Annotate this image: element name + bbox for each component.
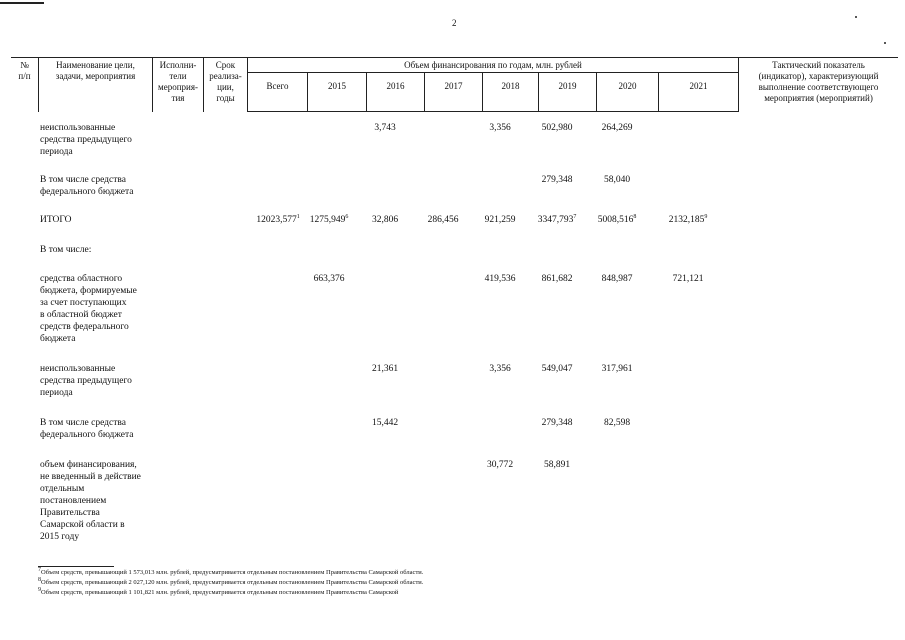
- cell-value: 3,356: [489, 364, 511, 374]
- cell-total: [249, 214, 307, 226]
- footnote-mark: 7: [573, 213, 577, 220]
- row-label: ИТОГО: [40, 215, 72, 225]
- cell-year-2020: [588, 122, 646, 134]
- footnote: [38, 586, 399, 597]
- cell-value: 549,047: [541, 364, 573, 374]
- cell-year-2020: [588, 214, 646, 226]
- cell-value: 286,456: [427, 215, 459, 225]
- footnote: [38, 576, 424, 587]
- page-number: 2: [452, 18, 457, 28]
- row-label: неиспользованные средства предыдущего периода: [40, 123, 132, 157]
- row-label: средства областного бюджета, формируемые за счет поступающих в областной бюджет средств федерального бюджета: [40, 274, 137, 344]
- cell-value: 419,536: [484, 274, 516, 284]
- footnote-text: Объем средств, превышающий 1 101,821 млн. рублей, предусматривается отдельным постановлением Правительства Самарской: [41, 589, 399, 596]
- cell-value: 279,348: [541, 175, 573, 185]
- footnote-mark: 1: [296, 213, 300, 220]
- header-term: Срок реализа- ции, годы: [209, 60, 242, 103]
- cell-value: 861,682: [541, 274, 573, 284]
- row-label: неиспользованные средства предыдущего периода: [40, 364, 132, 398]
- cell-value: 502,980: [541, 123, 573, 133]
- cell-year-2020: [588, 174, 646, 186]
- header-year-2015: 2015: [328, 81, 346, 91]
- cell-year-2019: [528, 363, 586, 375]
- header-year-2017: 2017: [444, 81, 463, 91]
- row-label: В том числе средства федерального бюджета: [40, 175, 134, 197]
- cell-value: 15,442: [371, 418, 399, 428]
- cell-value: 3347,793: [537, 215, 574, 225]
- scan-speck: [855, 16, 857, 18]
- row-label: объем финансирования, не введенный в действие отдельным постановлением Правительства Самарской области в 2015 году: [40, 460, 141, 542]
- footnote-mark: 8: [38, 576, 41, 583]
- cell-year-2018: [471, 273, 529, 285]
- cell-year-2020: [588, 417, 646, 429]
- cell-year-2015: [300, 273, 358, 285]
- cell-year-2019: [528, 174, 586, 186]
- cell-year-2016: [356, 417, 414, 429]
- cell-value: 1275,949: [309, 215, 346, 225]
- cell-value: 264,269: [601, 123, 633, 133]
- cell-value: 317,961: [601, 364, 633, 374]
- row-label: В том числе:: [40, 245, 92, 255]
- header-name: Наименование цели, задачи, мероприятия: [55, 60, 136, 81]
- footnote-text: Объем средств, превышающий 1 573,013 млн. рублей, предусматривается отдельным постановлением Правительства Самарской области.: [41, 569, 424, 576]
- cell-year-2016: [356, 214, 414, 226]
- footnote-text: Объем средств, превышающий 2 027,120 млн. рублей, предусматривается отдельным постановлением Правительства Самарской области.: [41, 579, 424, 586]
- cell-value: 21,361: [371, 364, 399, 374]
- header-funding: Объем финансирования по годам, млн. рублей: [404, 60, 582, 70]
- header-no: № п/п: [18, 60, 31, 81]
- header-executors: Исполни- тели мероприя- тия: [158, 60, 198, 103]
- header-indicator: Тактический показатель (индикатор), характеризующий выполнение соответствующего мероприятия (мероприятий): [758, 60, 879, 103]
- footnote: [38, 566, 424, 577]
- cell-value: 3,743: [374, 123, 396, 133]
- scan-speck: [884, 42, 886, 44]
- cell-value: 30,772: [486, 460, 514, 470]
- cell-value: 58,040: [603, 175, 631, 185]
- cell-year-2021: [659, 273, 717, 285]
- header-year-2019: 2019: [558, 81, 577, 91]
- funding-subheader-line: [247, 72, 738, 73]
- header-year-2016: 2016: [386, 81, 405, 91]
- cell-value: 279,348: [541, 418, 573, 428]
- cell-year-2016: [356, 122, 414, 134]
- cell-year-2019: [528, 122, 586, 134]
- cell-year-2018: [471, 459, 529, 471]
- footnote-mark: 8: [633, 213, 637, 220]
- footnote-rule: [38, 566, 114, 567]
- cell-value: 58,891: [543, 460, 571, 470]
- cell-value: 32,806: [371, 215, 399, 225]
- cell-year-2019: [528, 417, 586, 429]
- cell-value: 2132,185: [668, 215, 705, 225]
- cell-value: 82,598: [603, 418, 631, 428]
- cell-value: 12023,577: [256, 215, 297, 225]
- top-rule: [0, 2, 44, 4]
- footnote-mark: 9: [38, 586, 41, 593]
- years-bottom-line: [247, 111, 738, 112]
- cell-value: 921,259: [484, 215, 516, 225]
- cell-value: 721,121: [672, 274, 704, 284]
- cell-value: 848,987: [601, 274, 633, 284]
- header-year-2018: 2018: [501, 81, 520, 91]
- footnote-mark: 7: [38, 566, 41, 573]
- cell-year-2018: [471, 214, 529, 226]
- cell-year-2016: [356, 363, 414, 375]
- cell-year-2015: [300, 214, 358, 226]
- row-label: В том числе средства федерального бюджета: [40, 418, 134, 440]
- cell-value: 3,356: [489, 123, 511, 133]
- cell-year-2017: [414, 214, 472, 226]
- cell-year-2018: [471, 363, 529, 375]
- cell-year-2019: [528, 214, 586, 226]
- table-header: [11, 57, 898, 112]
- cell-year-2018: [471, 122, 529, 134]
- cell-value: 663,376: [313, 274, 345, 284]
- cell-year-2019: [528, 273, 586, 285]
- cell-year-2020: [588, 273, 646, 285]
- cell-year-2019: [528, 459, 586, 471]
- header-top-border: [11, 57, 898, 58]
- header-year-2020: 2020: [618, 81, 637, 91]
- cell-year-2020: [588, 363, 646, 375]
- header-year-2021: 2021: [689, 81, 708, 91]
- footnote-mark: 9: [704, 213, 708, 220]
- footnote-mark: 6: [345, 213, 349, 220]
- cell-value: 5008,516: [597, 215, 634, 225]
- header-total: Всего: [266, 81, 289, 91]
- cell-year-2021: [659, 214, 717, 226]
